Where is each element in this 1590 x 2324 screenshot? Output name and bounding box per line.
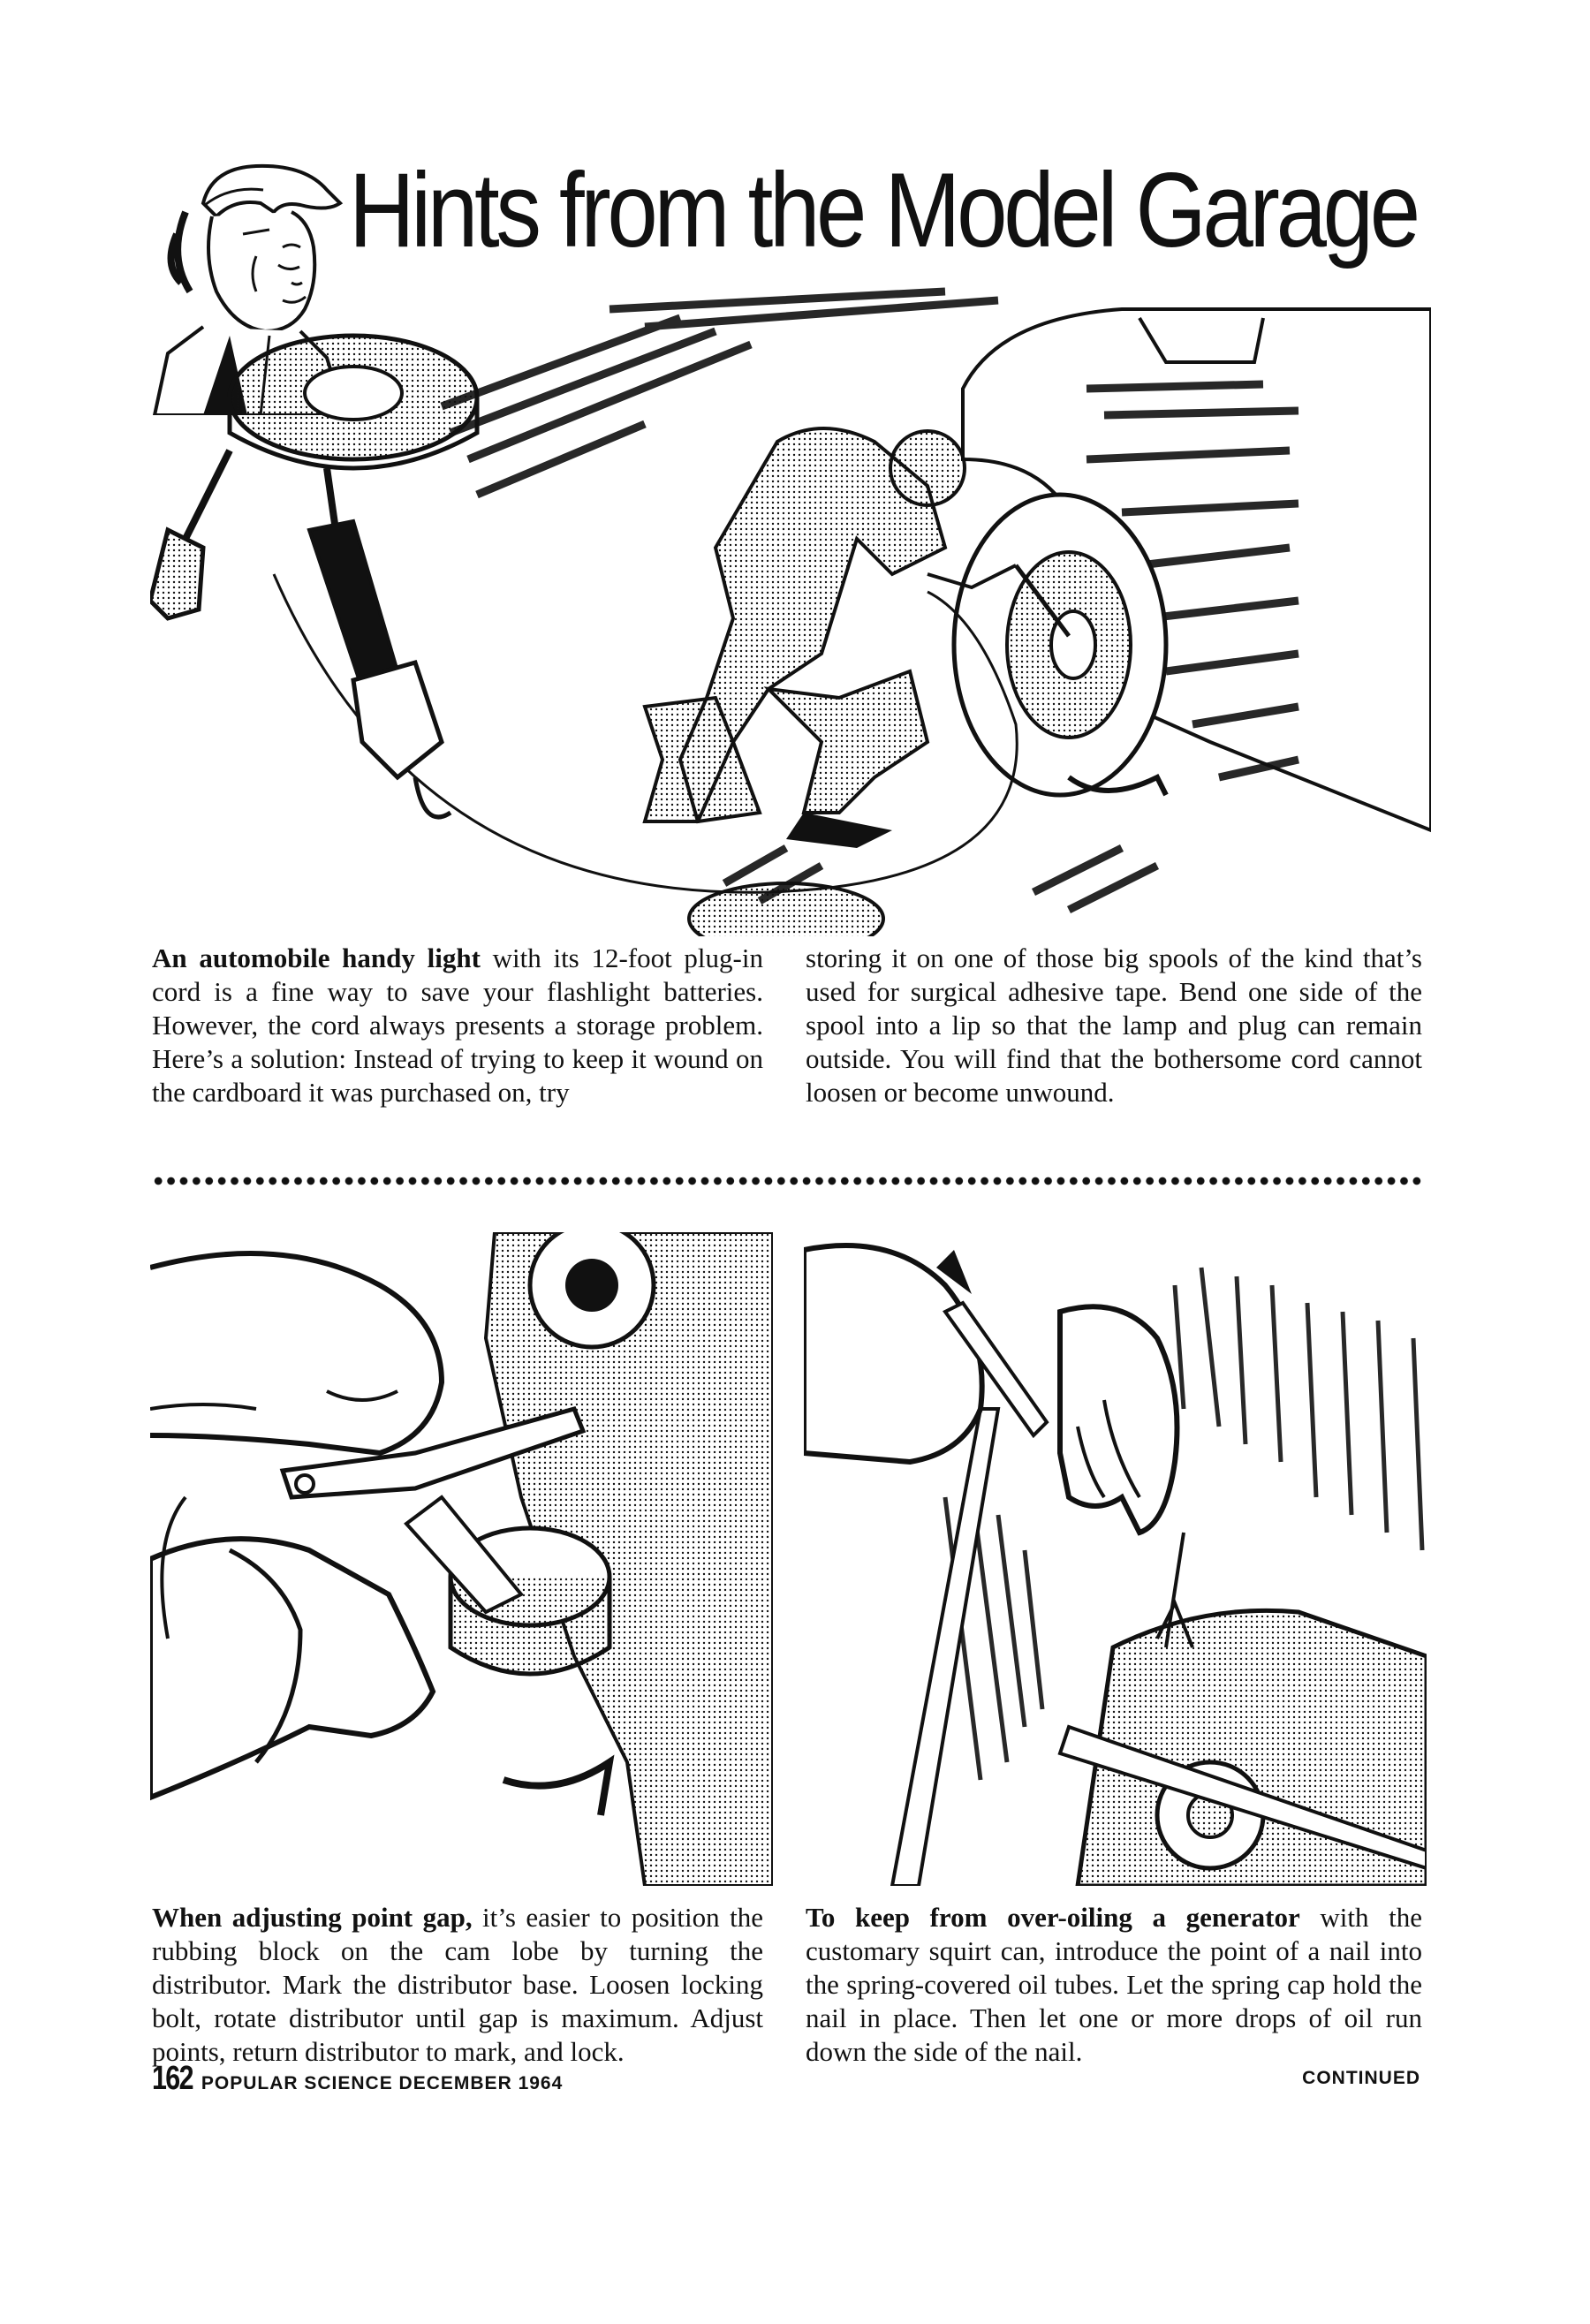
- continued-label: CONTINUED: [1302, 2068, 1420, 2088]
- point-gap-body: it’s easier to position the rubbing block on the cam lobe by turning the distributor. Mark the distributor base. Loosen locking bolt, rotate distributor until gap is maximum. Adjust points, return distributor to mark, and lock.: [152, 1902, 763, 2067]
- dotted-divider: [152, 1175, 1424, 1187]
- point-gap-illustration: [150, 1232, 773, 1886]
- point-gap-text: [152, 1901, 763, 2069]
- generator-text: [806, 1901, 1422, 2069]
- handy-light-text-left: [152, 942, 763, 1109]
- page-footer: [152, 2060, 563, 2098]
- handy-light-body-left: with its 12-foot plug-in cord is a fine way to save your flashlight batteries. However, the cord always presents a storage problem. Here’s a solution: Instead of trying to keep it wound on the cardboard it was purchased on, try: [152, 942, 763, 1108]
- handy-light-text-right: [806, 942, 1422, 1109]
- page-number: 162: [152, 2060, 193, 2097]
- point-gap-lead: When adjusting point gap,: [152, 1902, 473, 1933]
- generator-lead: To keep from over-oiling a generator: [806, 1902, 1300, 1933]
- publication-line: POPULAR SCIENCE DECEMBER 1964: [201, 2073, 564, 2093]
- page-title: Hints from the Model Garage: [349, 151, 1417, 269]
- handy-light-illustration: [150, 283, 1431, 936]
- handy-light-lead: An automobile handy light: [152, 942, 481, 973]
- generator-body: with the customary squirt can, introduce the point of a nail into the spring-covered oil tubes. Let the spring cap hold the nail in place. Then let one or more drops of oil run down the side of the nail.: [806, 1902, 1422, 2067]
- handy-light-body-right: storing it on one of those big spools of the kind that’s used for surgical adhesive tape. Bend one side of the spool into a lip so that the lamp and plug can remain outside. You will find that the bothersome cord cannot loosen or become unwound.: [806, 942, 1422, 1108]
- generator-oiling-illustration: [804, 1232, 1427, 1886]
